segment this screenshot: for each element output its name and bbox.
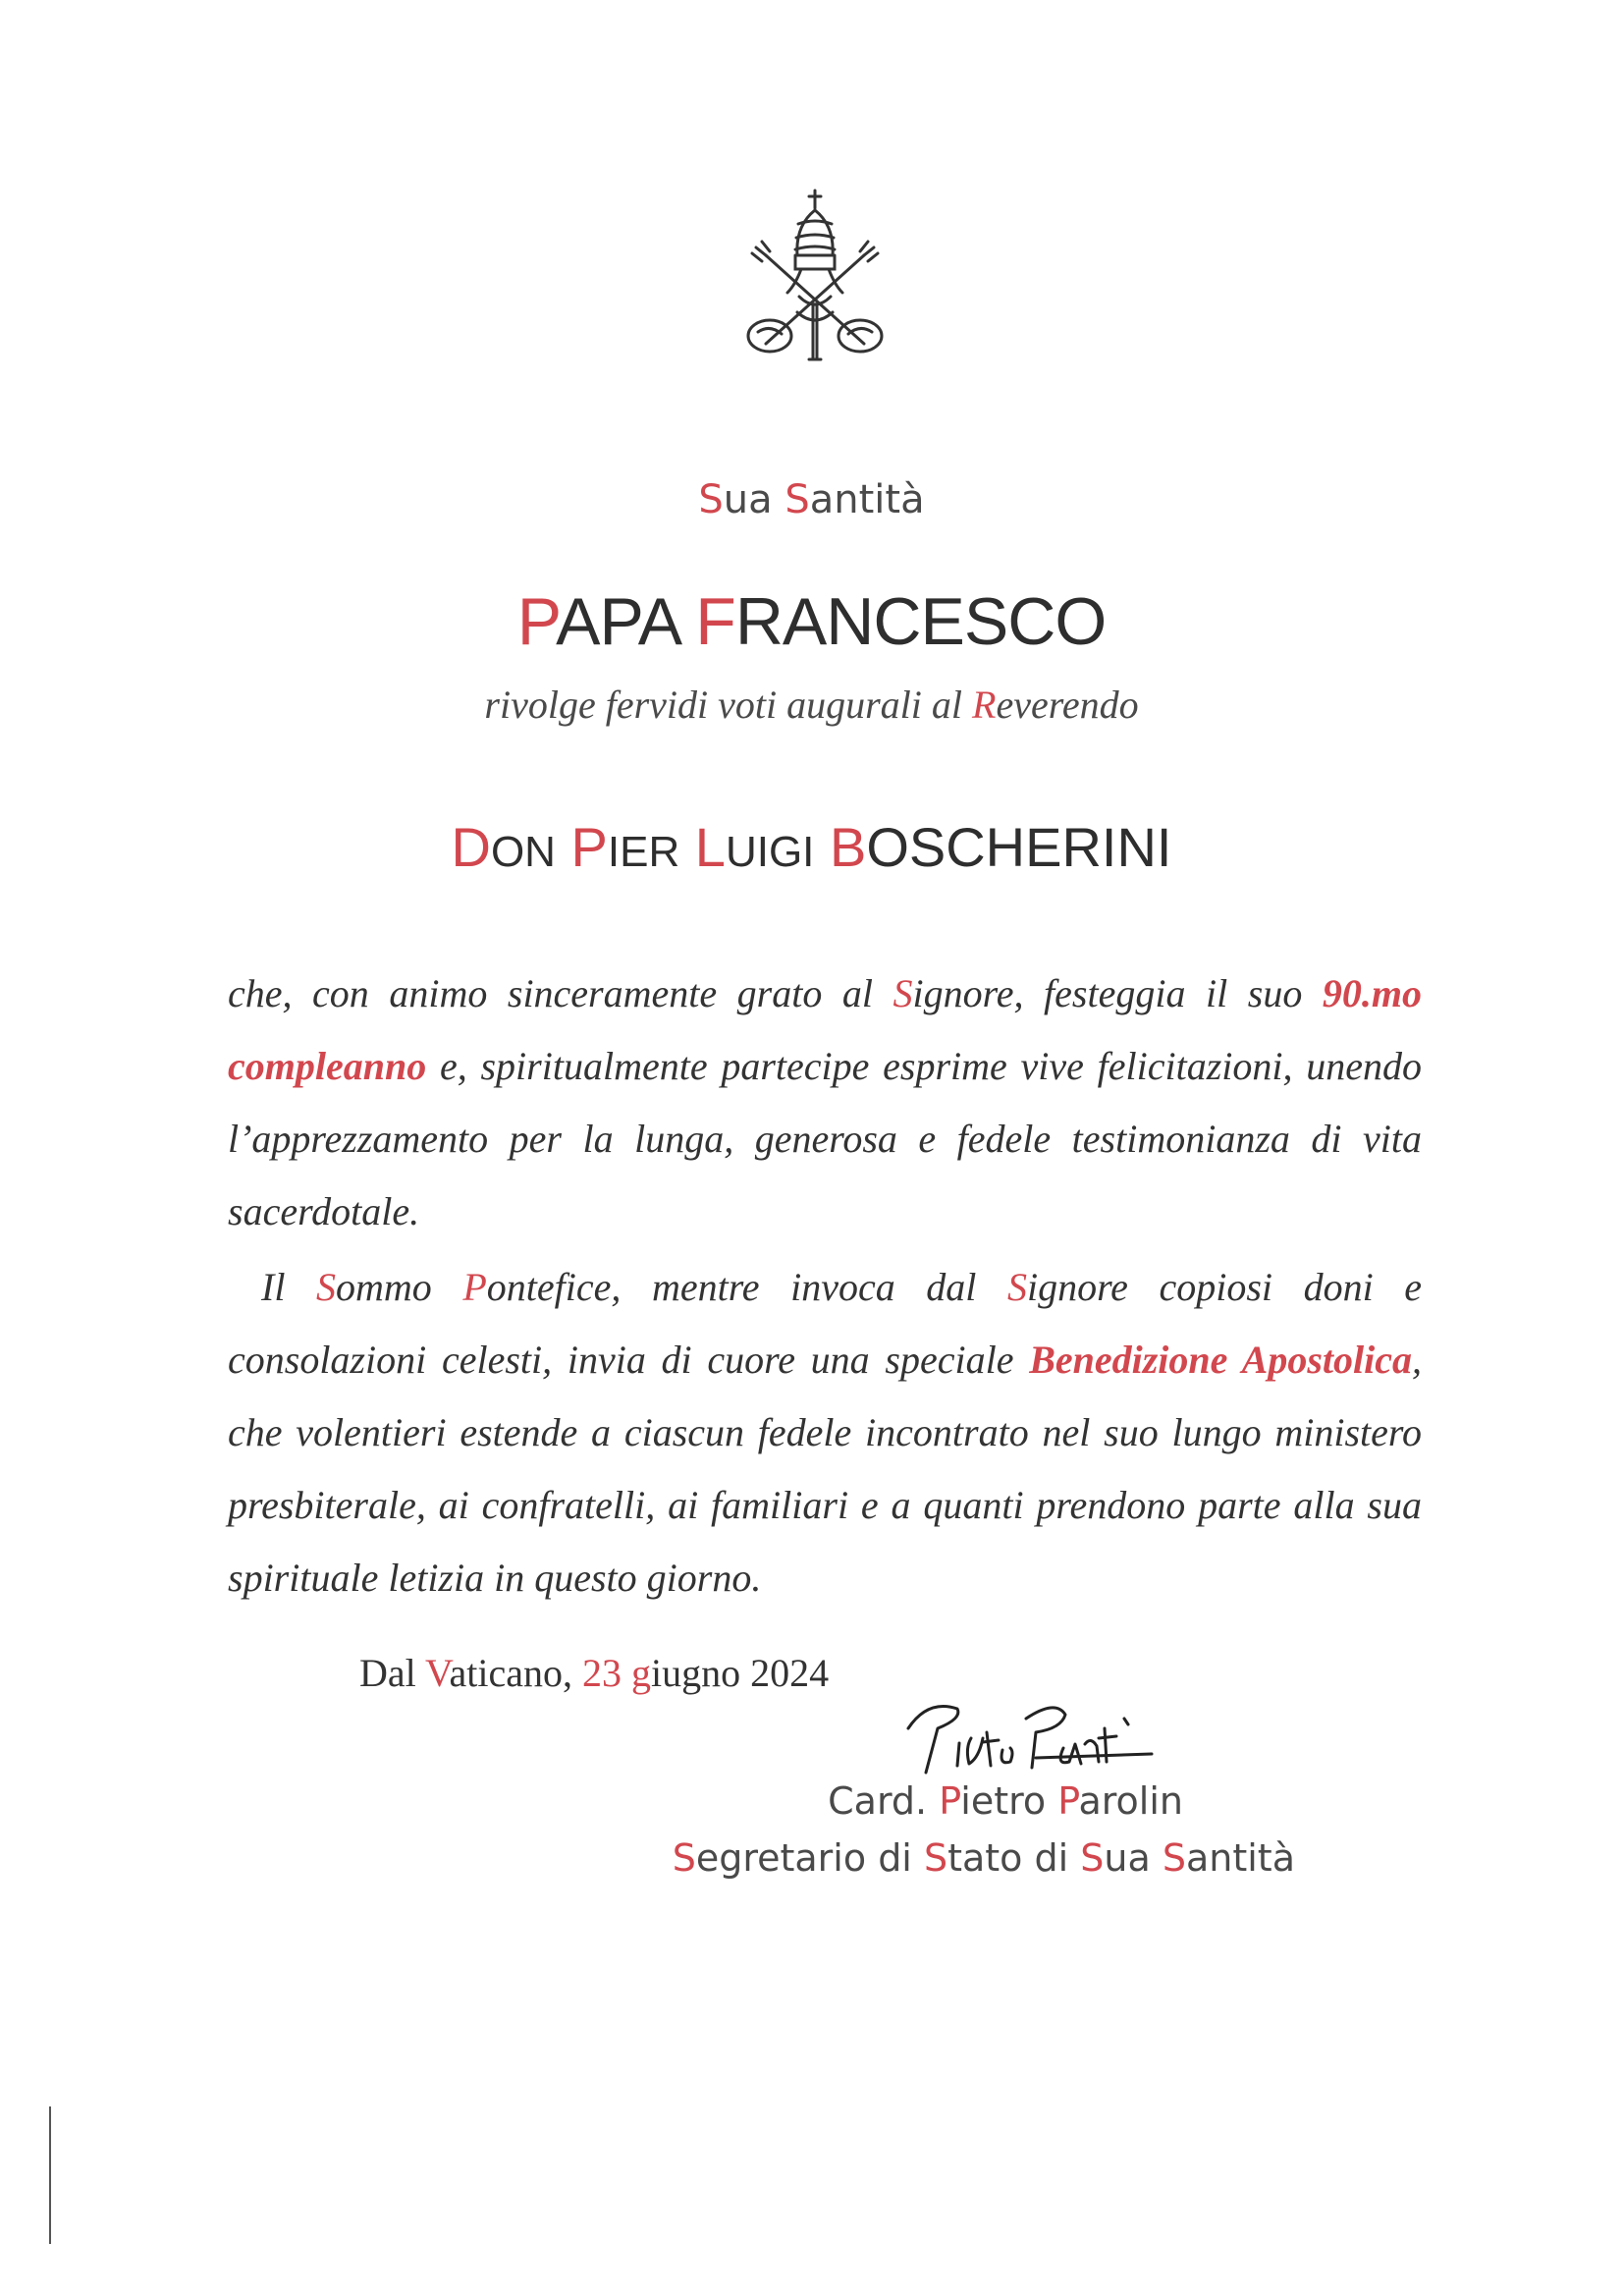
papal-emblem-icon	[727, 187, 903, 363]
birthday-highlight: 90.mo compleanno	[228, 971, 1422, 1088]
paragraph-birthday: che, con animo sinceramente grato al Signore, festeggia il suo 90.mo compleanno e, spiritualmente partecipe esprime vive felicitazioni, unendo l’apprezzamento per la lunga, generosa e fedele testimonianza di vita sacerdotale.	[228, 971, 1422, 1233]
papa-francesco-title: PAPA FRANCESCO	[516, 584, 1107, 659]
scan-artifact-line	[49, 2106, 51, 2244]
paragraph-blessing: Il Sommo Pontefice, mentre invoca dal Signore copiosi doni e consolazioni celesti, invia di cuore una speciale Benedizione Apostolica, che volentieri estende a ciascun fedele incontrato nel suo lungo ministero presbiterale, ai confratelli, ai familiari e a quanti prendono parte alla sua spirituale letizia in questo giorno.	[228, 1265, 1422, 1600]
signer-role: Segretario di Stato di Sua Santità	[672, 1836, 1295, 1880]
dateline: Dal Vaticano, 23 giugno 2024	[359, 1651, 830, 1695]
greeting-line: rivolge fervidi voti augurali al Reverendo	[484, 683, 1139, 727]
sua-santita-heading: Sua Santità	[698, 477, 925, 522]
signature-icon	[889, 1689, 1154, 1777]
blessing-highlight: Benedizione Apostolica	[1029, 1338, 1412, 1382]
recipient-name: DON PIER LUIGI BOSCHERINI	[451, 816, 1172, 878]
signer-name: Card. Pietro Parolin	[828, 1779, 1183, 1823]
